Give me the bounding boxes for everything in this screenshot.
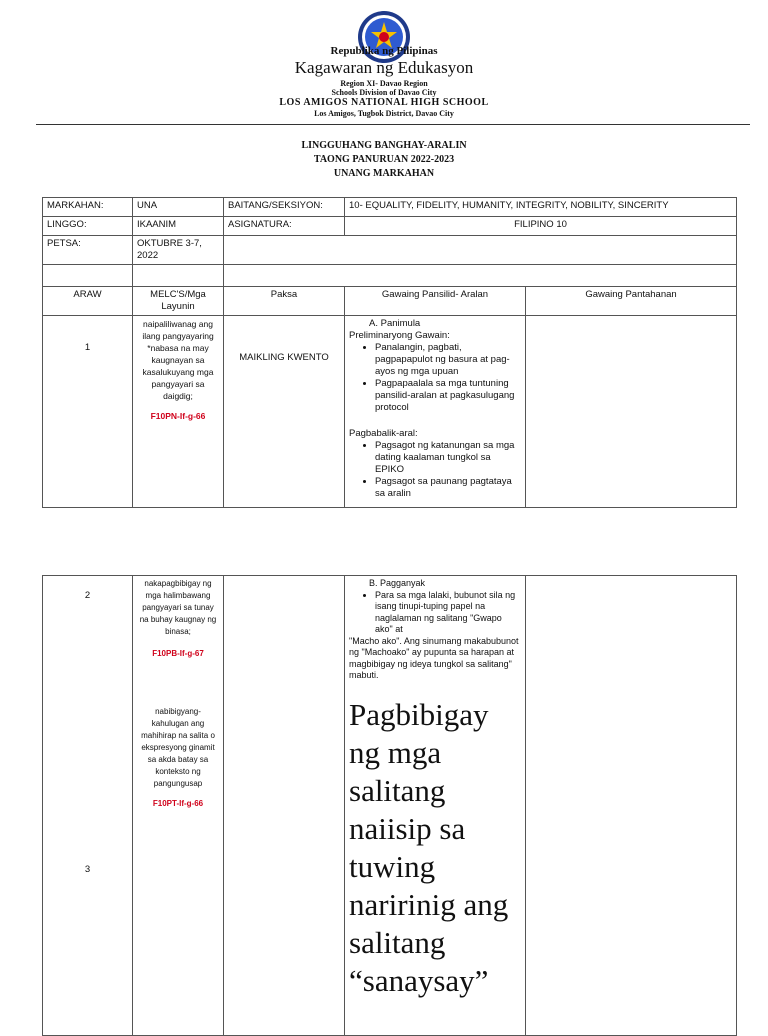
day1-pre-list [349,342,521,414]
day1-balik-item-2: • Pagsagot sa paunang pagtataya sa aralin [375,476,521,500]
day1-pantahanan [526,316,737,508]
linggo-value: IKAANIM [133,217,224,236]
day1-number: 1 [43,316,133,508]
day2-3-pantahanan [526,576,737,1036]
info-row-petsa [43,236,737,265]
col-gawaing-pansilid: Gawaing Pansilid- Aralan [345,287,526,316]
day3-melc-text: nabibigyang-kahulugan ang mahihirap na salita o ekspresyong ginamit sa akda batay sa konteksto ng pangungusap [141,707,215,788]
day1-panimula: A. Panimula [369,318,421,329]
day3-number: 3 [84,864,91,875]
day1-melc-code: F10PN-If-g-66 [150,411,206,421]
day2-pagganyak-cont: "Macho ako". Ang sinumang makabubunot ng "Machoako" ay pupunta sa harapan at magbibigay ng ideya tungkol sa salitang" mabuti. [349,635,519,680]
col-gawaing-pantahanan: Gawaing Pantahanan [526,287,737,316]
region-label: Region XI- Davao Region [340,79,428,88]
day1-balik-item-1: • Pagsagot ng katanungan sa mga dating kaalaman tungkol sa EPIKO [375,440,521,476]
day-row-2-3 [43,576,737,1036]
day2-3-melc [133,576,224,1036]
petsa-blank [224,236,737,265]
day2-number: 2 [84,590,91,601]
markahan-value: UNA [133,198,224,217]
day2-melc-text: nakapagbibigay ng mga halimbawang pangyayari sa tunay na buhay kaugnay ng binasa; [139,579,217,636]
day2-3-paksa [224,576,345,1036]
day2-3-activities [345,576,526,1036]
day1-preliminaryo: Preliminaryong Gawain: [349,330,450,341]
school-year: TAONG PANURUAN 2022-2023 [313,154,455,165]
info-row-linggo [43,217,737,236]
blank-row [43,265,737,287]
col-paksa: Paksa [224,287,345,316]
quarter-title: UNANG MARKAHAN [333,168,435,179]
asignatura-label: ASIGNATURA: [224,217,345,236]
petsa-value: OKTUBRE 3-7, 2022 [133,236,224,265]
lesson-plan-table-page2 [42,575,737,1036]
header-divider [36,124,750,125]
school-name: LOS AMIGOS NATIONAL HIGH SCHOOL [279,97,489,108]
lesson-plan-table-page1 [42,197,737,508]
day-row-1 [43,316,737,508]
info-row-markahan [43,198,737,217]
day2-pagganyak-list [349,590,521,636]
day1-pre-item-1: • Panalangin, pagbati, pagpapapulot ng basura at pag-ayos ng mga upuan [375,342,521,378]
school-address: Los Amigos, Tugbok District, Davao City [314,109,454,118]
day2-pagganyak: B. Pagganyak [369,578,426,588]
plan-title: LINGGUHANG BANGHAY-ARALIN [301,140,467,151]
day1-activities [345,316,526,508]
day1-balik-aral: Pagbabalik-aral: [349,428,418,439]
linggo-label: LINGGO: [43,217,133,236]
markahan-label: MARKAHAN: [43,198,133,217]
baitang-value: 10- EQUALITY, FIDELITY, HUMANITY, INTEGRITY, NOBILITY, SINCERITY [345,198,737,217]
column-header-row [43,287,737,316]
asignatura-value: FILIPINO 10 [345,217,737,236]
republic-label: Republika ng Pilipinas [330,45,438,57]
col-araw: ARAW [43,287,133,316]
day1-melc [133,316,224,508]
department-title: Kagawaran ng Edukasyon [294,58,474,77]
day-numbers [43,576,133,1036]
day2-melc-code: F10PB-If-g-67 [152,649,204,658]
division-label: Schools Division of Davao City [331,88,437,97]
day1-paksa: MAIKLING KWENTO [224,316,345,508]
petsa-label: PETSA: [43,236,133,265]
day1-melc-text: naipaliliwanag ang ilang pangyayaring *nabasa na may kaugnayan sa kasalukuyang mga pangyayari sa daigdig; [142,319,214,401]
day3-melc-code: F10PT-If-g-66 [152,799,204,808]
day2-pagganyak-item: • Para sa mga lalaki, bubunot sila ng isang tinupi-tuping papel na naglalaman ng salitang "Gwapo ako" at [375,590,521,636]
day1-pre-item-2: • Pagpapaalala sa mga tuntuning pansilid-aralan at pagkasulugang protocol [375,378,521,414]
day1-balik-list [349,440,521,500]
baitang-label: BAITANG/SEKSIYON: [224,198,345,217]
day3-big-text: Pagbibigay ng mga salitang naiisip sa tuwing naririnig ang salitang “sanaysay” [349,696,509,998]
col-melcs: MELC'S/Mga Layunin [133,287,224,316]
